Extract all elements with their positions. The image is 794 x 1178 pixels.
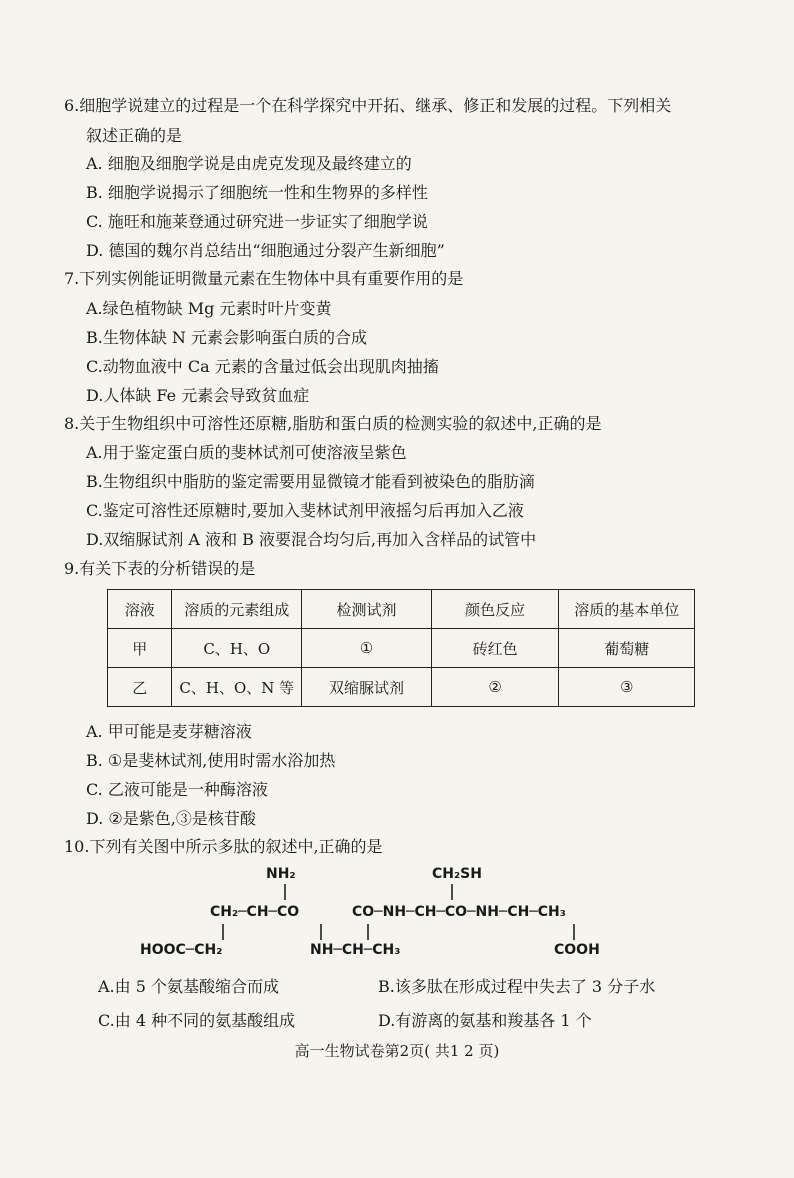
q7-stem: 7.下列实例能证明微量元素在生物体中具有重要作用的是 [64,269,464,288]
q9-option-a: A. 甲可能是麦芽糖溶液 [86,722,252,741]
q9-option-d: D. ②是紫色,③是核苷酸 [86,809,256,828]
q6-option-d: D. 德国的魏尔肖总结出“细胞通过分裂产生新细胞” [86,241,445,260]
table-cell: 甲 [108,629,172,668]
table-header-cell: 溶质的基本单位 [559,590,695,629]
group-hooc: HOOC─CH₂ [140,942,223,958]
table-header-cell: 颜色反应 [431,590,559,629]
q9-option-c: C. 乙液可能是一种酶溶液 [86,780,268,799]
table-cell: 砖红色 [431,629,559,668]
q6-stem-line2: 叙述正确的是 [86,126,183,145]
q10-option-c: C.由 4 种不同的氨基酸组成 [98,1011,296,1030]
table-header-cell: 溶质的元素组成 [172,590,302,629]
q10-option-b: B.该多肽在形成过程中失去了 3 分子水 [378,977,656,996]
table-cell: 葡萄糖 [559,629,695,668]
table-cell: C、H、O、N 等 [172,668,302,707]
q6-stem-line1: 6.细胞学说建立的过程是一个在科学探究中开拓、继承、修正和发展的过程。下列相关 [64,96,672,115]
q6-option-b: B. 细胞学说揭示了细胞统一性和生物界的多样性 [86,183,428,202]
q8-option-b: B.生物组织中脂肪的鉴定需要用显微镜才能看到被染色的脂肪滴 [86,472,535,491]
q8-stem: 8.关于生物组织中可溶性还原糖,脂肪和蛋白质的检测实验的叙述中,正确的是 [64,414,602,433]
table-row [108,668,695,707]
table-header-cell: 检测试剂 [302,590,432,629]
q10-stem: 10.下列有关图中所示多肽的叙述中,正确的是 [64,837,383,856]
q10-option-a: A.由 5 个氨基酸缩合而成 [98,977,279,996]
table-header-row [108,590,695,629]
group-cooh: COOH [554,942,600,958]
group-nh-ch-ch3: NH─CH─CH₃ [310,942,401,958]
backbone-right: CO─NH─CH─CO─NH─CH─CH₃ [352,904,566,920]
table-row [108,629,695,668]
table-cell: 乙 [108,668,172,707]
q7-option-c: C.动物血液中 Ca 元素的含量过低会出现肌肉抽搐 [86,357,439,376]
q7-option-a: A.绿色植物缺 Mg 元素时叶片变黄 [86,299,332,318]
table-cell: 双缩脲试剂 [302,668,432,707]
q8-option-a: A.用于鉴定蛋白质的斐林试剂可使溶液呈紫色 [86,443,407,462]
q7-option-b: B.生物体缺 N 元素会影响蛋白质的合成 [86,328,368,347]
q8-option-c: C.鉴定可溶性还原糖时,要加入斐林试剂甲液摇匀后再加入乙液 [86,501,524,520]
q7-option-d: D.人体缺 Fe 元素会导致贫血症 [86,386,310,405]
group-ch2sh: CH₂SH [432,866,482,882]
q9-stem: 9.有关下表的分析错误的是 [64,559,256,578]
table-cell: ② [431,668,559,707]
backbone-left: CH₂─CH─CO [210,904,300,920]
polypeptide-structure [138,866,658,970]
table-header-cell: 溶液 [108,590,172,629]
q9-option-b: B. ①是斐林试剂,使用时需水浴加热 [86,751,336,770]
group-nh2: NH₂ [266,866,296,882]
table-cell: ① [302,629,432,668]
q6-option-c: C. 施旺和施莱登通过研究进一步证实了细胞学说 [86,212,428,231]
q6-option-a: A. 细胞及细胞学说是由虎克发现及最终建立的 [86,154,412,173]
q9-table [107,589,695,707]
page-footer: 高一生物试卷第2页( 共1 2 页) [294,1042,500,1060]
q10-option-d: D.有游离的氨基和羧基各 1 个 [378,1011,592,1030]
q8-option-d: D.双缩脲试剂 A 液和 B 液要混合均匀后,再加入含样品的试管中 [86,530,537,549]
table-cell: ③ [559,668,695,707]
table-cell: C、H、O [172,629,302,668]
